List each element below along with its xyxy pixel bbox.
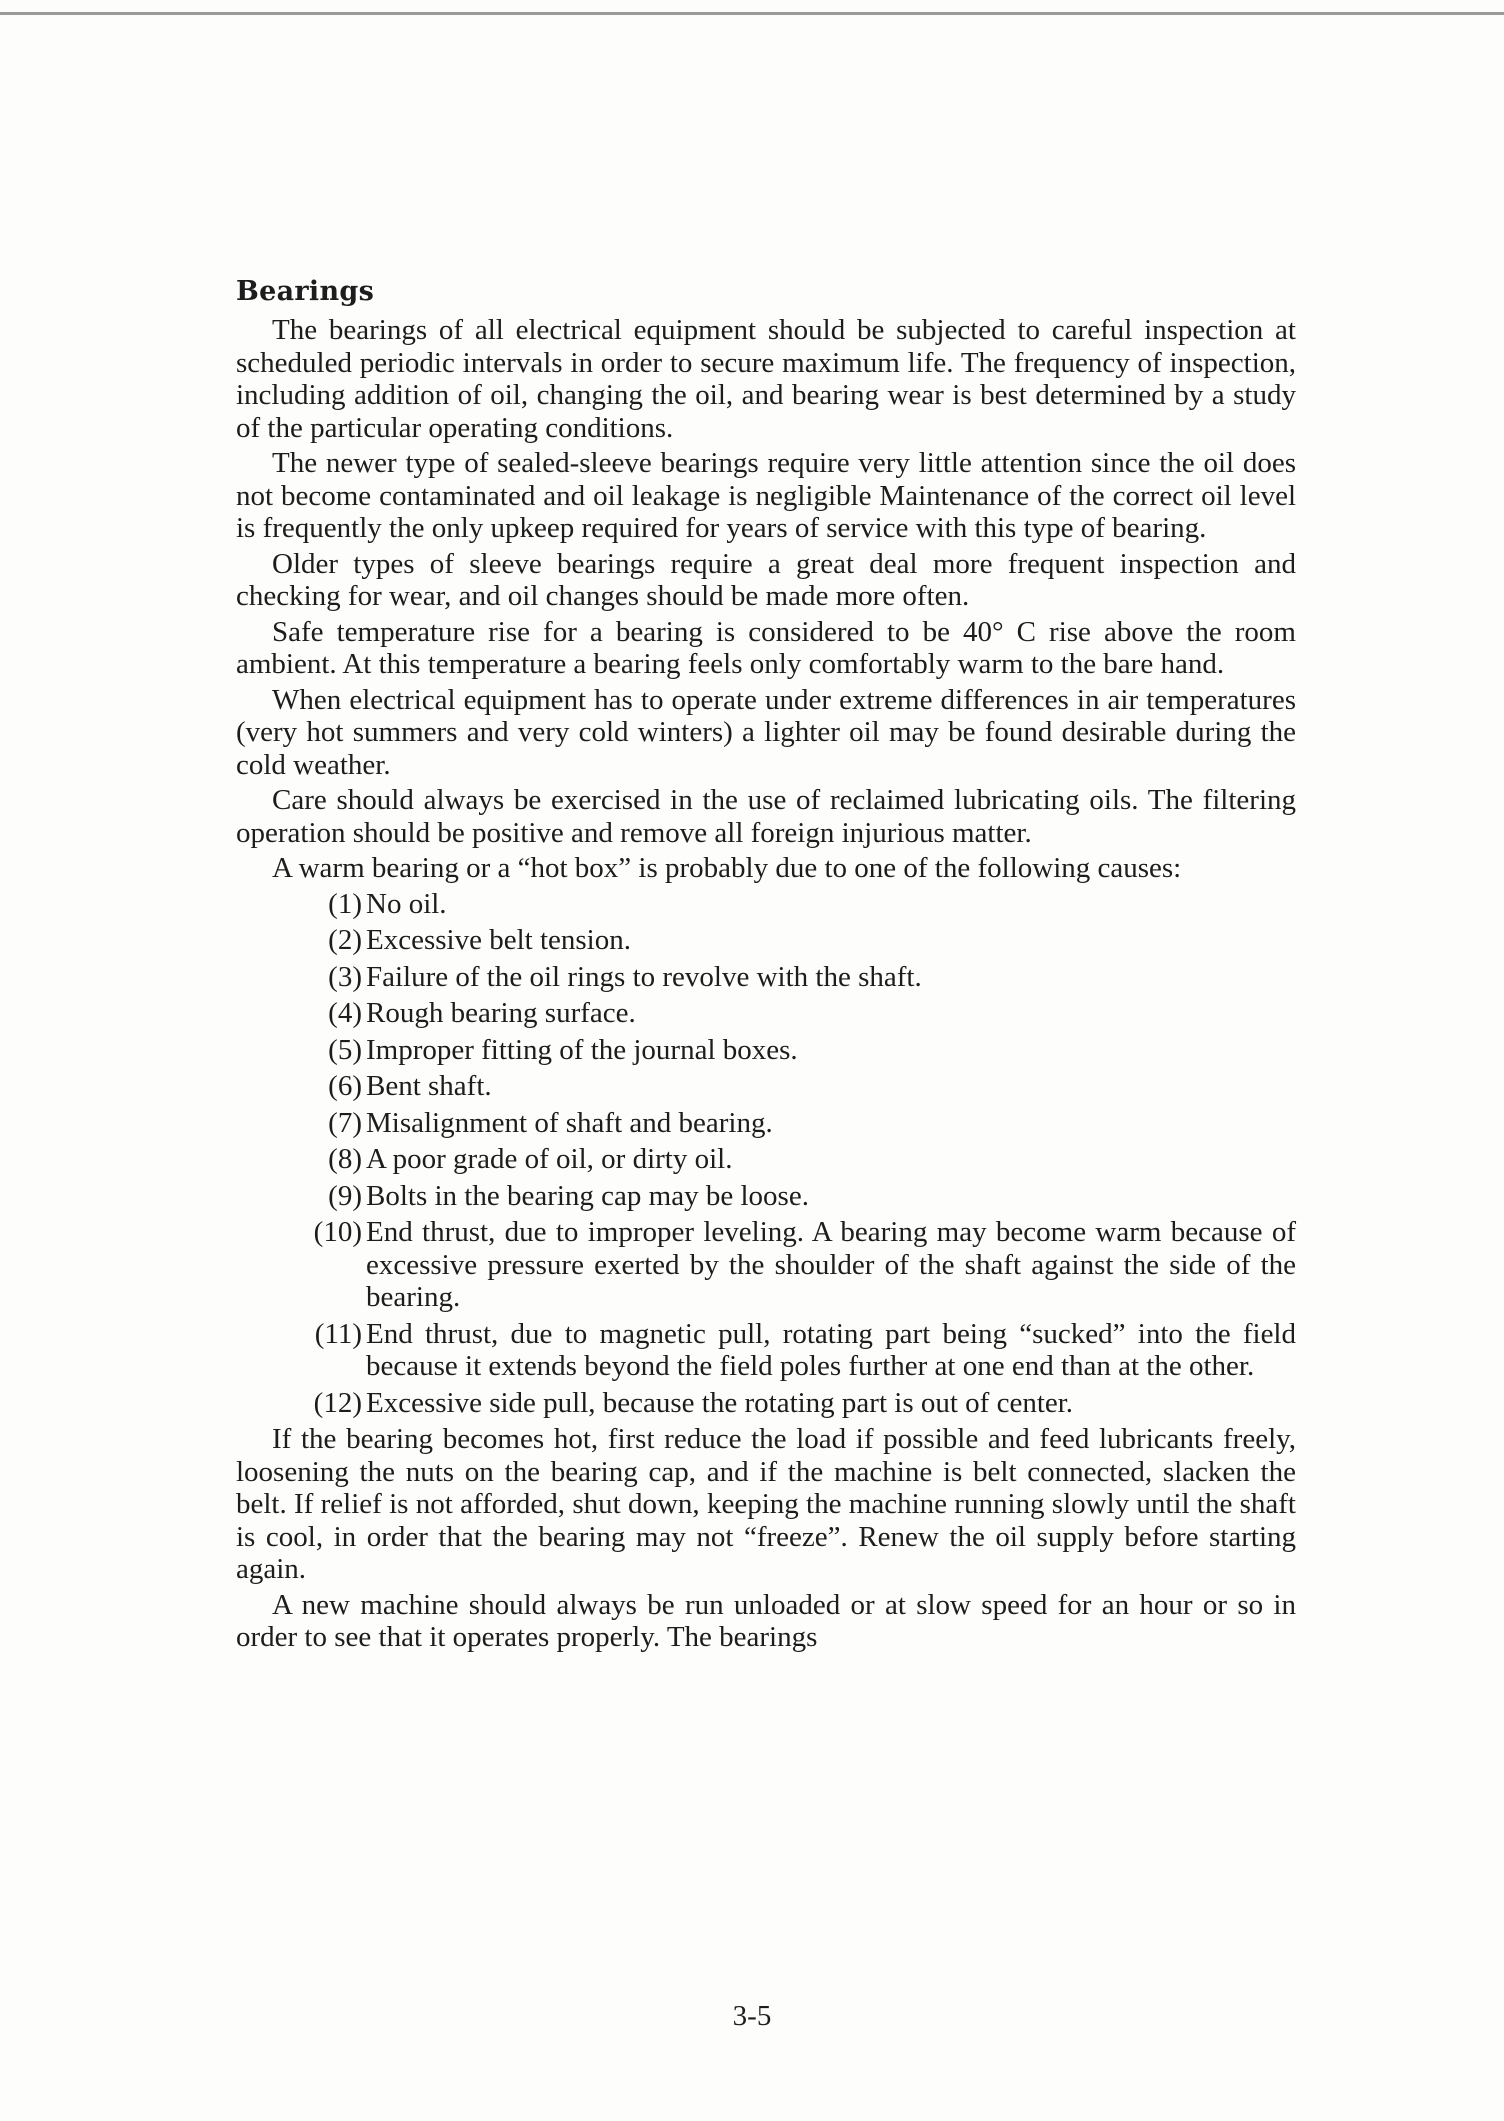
- paragraph-sealed-sleeve: The newer type of sealed-sleeve bearings require very little attention since the oil does not become contaminated and oil leakage is negligible Maintenance of the correct oil level is frequently the only upkeep required for years of service with this type of bearing.: [236, 447, 1296, 544]
- list-item-text: A poor grade of oil, or dirty oil.: [366, 1143, 733, 1175]
- list-item-number: (3): [328, 960, 362, 993]
- paragraph-extreme-temperatures: When electrical equipment has to operate under extreme differences in air temperatures (very hot summers and very cold winters) a lighter oil may be found desirable during the cold weather.: [236, 683, 1296, 781]
- paragraph-hot-box-intro: A warm bearing or a “hot box” is probably due to one of the following causes:: [272, 852, 1182, 884]
- list-item-number: (5): [328, 1033, 362, 1066]
- list-item-text: Improper fitting of the journal boxes.: [366, 1033, 798, 1066]
- paragraph-hot-bearing-remedy: If the bearing becomes hot, first reduce the load if possible and feed lubricants freely, loosening the nuts on the bearing cap, and if the machine is belt connected, slacken the belt. If relief is not afforded, shut down, keeping the machine running slowly until the shaft is cool, in order that the bearing may not “freeze”. Renew the oil supply before starting again.: [236, 1423, 1296, 1585]
- list-item-text: Excessive side pull, because the rotating part is out of center.: [366, 1386, 1074, 1419]
- list-item: [236, 1143, 1296, 1176]
- list-item-text: Bolts in the bearing cap may be loose.: [366, 1179, 809, 1212]
- list-item-number: (4): [328, 997, 362, 1029]
- paragraph-inspection: The bearings of all electrical equipment should be subjected to careful inspection at scheduled periodic intervals in order to secure maximum life. The frequency of inspection, including addition of oil, changing the oil, and bearing wear is best determined by a study of the particular operating conditions.: [236, 314, 1296, 444]
- list-item-number: (10): [313, 1216, 362, 1248]
- list-item-text: Excessive belt tension.: [366, 924, 631, 956]
- paragraph-reclaimed-oils: Care should always be exercised in the use of reclaimed lubricating oils. The filtering operation should be positive and remove all foreign injurious matter.: [236, 784, 1296, 849]
- list-item: [236, 1318, 1296, 1383]
- list-item-number: (1): [328, 887, 362, 920]
- list-item: [236, 1034, 1296, 1067]
- list-item-text: Failure of the oil rings to revolve with the shaft.: [366, 960, 922, 993]
- list-item: [236, 1216, 1296, 1314]
- list-item: [236, 888, 1296, 921]
- causes-list: [236, 888, 1296, 1420]
- page-body: [236, 272, 1296, 1657]
- top-border-line: [0, 12, 1504, 15]
- list-item-text: End thrust, due to magnetic pull, rotating part being “sucked” into the field because it extends beyond the field poles further at one end than at the other.: [366, 1317, 1296, 1382]
- paragraph-older-types: Older types of sleeve bearings require a great deal more frequent inspection and checking for wear, and oil changes should be made more often.: [236, 547, 1296, 612]
- list-item-text: End thrust, due to improper leveling. A bearing may become warm because of excessive pressure exerted by the shoulder of the shaft against the side of the bearing.: [366, 1216, 1296, 1313]
- list-item-number: (7): [328, 1106, 362, 1139]
- list-item-number: (12): [313, 1386, 362, 1419]
- list-item-text: Rough bearing surface.: [366, 997, 636, 1029]
- list-item-number: (8): [328, 1143, 362, 1175]
- list-item: [236, 1180, 1296, 1213]
- paragraph-safe-temperature: Safe temperature rise for a bearing is considered to be 40° C rise above the room ambient. At this temperature a bearing feels only comfortably warm to the bare hand.: [236, 615, 1296, 680]
- paragraph-new-machine: A new machine should always be run unloaded or at slow speed for an hour or so in order to see that it operates properly. The bearings: [236, 1588, 1296, 1653]
- list-item: [236, 1070, 1296, 1103]
- list-item: [236, 1387, 1296, 1420]
- list-item-number: (2): [328, 924, 362, 956]
- list-item: [236, 924, 1296, 957]
- list-item-text: Misalignment of shaft and bearing.: [366, 1106, 773, 1139]
- list-item-text: Bent shaft.: [366, 1070, 492, 1102]
- list-item-number: (6): [328, 1070, 362, 1102]
- section-heading: Bearings: [236, 276, 375, 307]
- list-item-text: No oil.: [366, 887, 447, 920]
- list-item: [236, 1107, 1296, 1140]
- list-item: [236, 997, 1296, 1030]
- list-item-number: (11): [314, 1317, 362, 1350]
- list-item: [236, 961, 1296, 994]
- page-number: 3-5: [732, 2000, 772, 2032]
- list-item-number: (9): [328, 1179, 362, 1212]
